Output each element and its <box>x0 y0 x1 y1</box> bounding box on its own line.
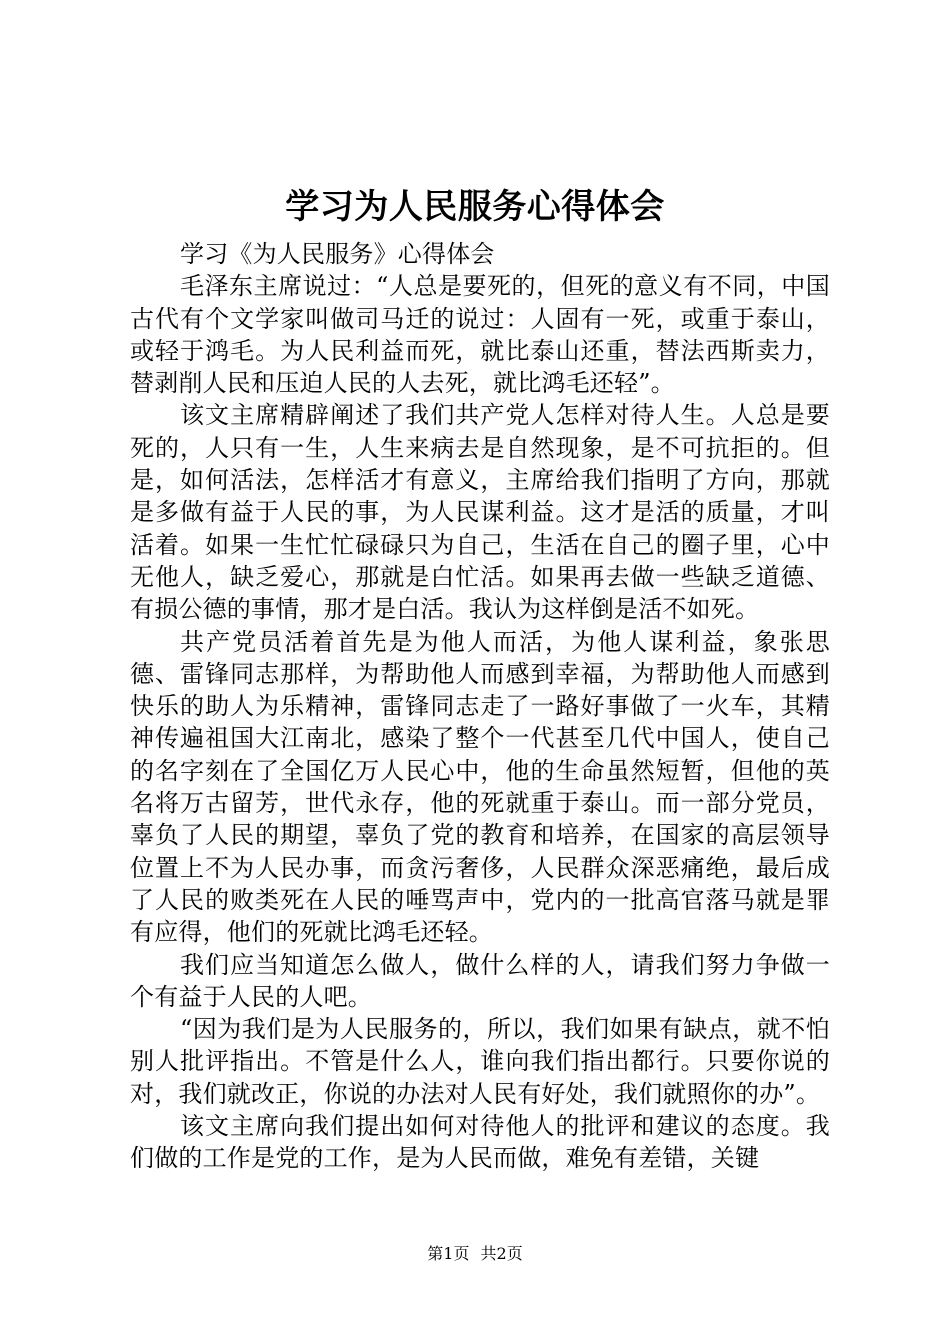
paragraph: 共产党员活着首先是为他人而活，为他人谋利益，象张思德、雷锋同志那样，为帮助他人而感到幸福，为帮助他人而感到快乐的助人为乐精神，雷锋同志走了一路好事做了一火车，其精神传遍祖国大江南北，感染了整个一代甚至几代中国人，使自己的名字刻在了全国亿万人民心中，他的生命虽然短暂，但他的英名将万古留芳，世代永存，他的死就重于泰山。而一部分党员，辜负了人民的期望，辜负了党的教育和培养，在国家的高层领导位置上不为人民办事，而贪污奢侈，人民群众深恶痛绝，最后成了人民的败类死在人民的唾骂声中，党内的一批高官落马就是罪有应得，他们的死就比鸿毛还轻。 <box>130 627 830 947</box>
paragraph: 该文主席向我们提出如何对待他人的批评和建议的态度。我们做的工作是党的工作，是为人民而做，难免有差错，关键 <box>130 1112 830 1173</box>
page-title: 学习为人民服务心得体会 <box>285 187 665 227</box>
paragraph: “因为我们是为人民服务的，所以，我们如果有缺点，就不怕别人批评指出。不管是什么人，谁向我们指出都行。只要你说的对，我们就改正，你说的办法对人民有好处，我们就照你的办”。 <box>130 1015 830 1108</box>
page-number: 第1页 <box>427 1244 470 1263</box>
document-body <box>130 238 830 1175</box>
paragraph: 该文主席精辟阐述了我们共产党人怎样对待人生。人总是要死的，人只有一生，人生来病去是自然现象，是不可抗拒的。但是，如何活法，怎样活才有意义，主席给我们指明了方向，那就是多做有益于人民的事，为人民谋利益。这才是活的质量，才叫活着。如果一生忙忙碌碌只为自己，生活在自己的圈子里，心中无他人，缺乏爱心，那就是白忙活。如果再去做一些缺乏道德、有损公德的事情，那才是白活。我认为这样倒是活不如死。 <box>130 401 830 624</box>
paragraph: 毛泽东主席说过：“人总是要死的，但死的意义有不同，中国古代有个文学家叫做司马迁的说过：人固有一死，或重于泰山，或轻于鸿毛。为人民利益而死，就比泰山还重，替法西斯卖力，替剥削人民和压迫人民的人去死，就比鸿毛还轻”。 <box>130 272 830 398</box>
page-total: 共2页 <box>480 1244 523 1263</box>
paragraph: 我们应当知道怎么做人，做什么样的人，请我们努力争做一个有益于人民的人吧。 <box>130 950 830 1011</box>
paragraph-subtitle: 学习《为人民服务》心得体会 <box>180 240 495 268</box>
page-footer <box>0 1243 950 1265</box>
